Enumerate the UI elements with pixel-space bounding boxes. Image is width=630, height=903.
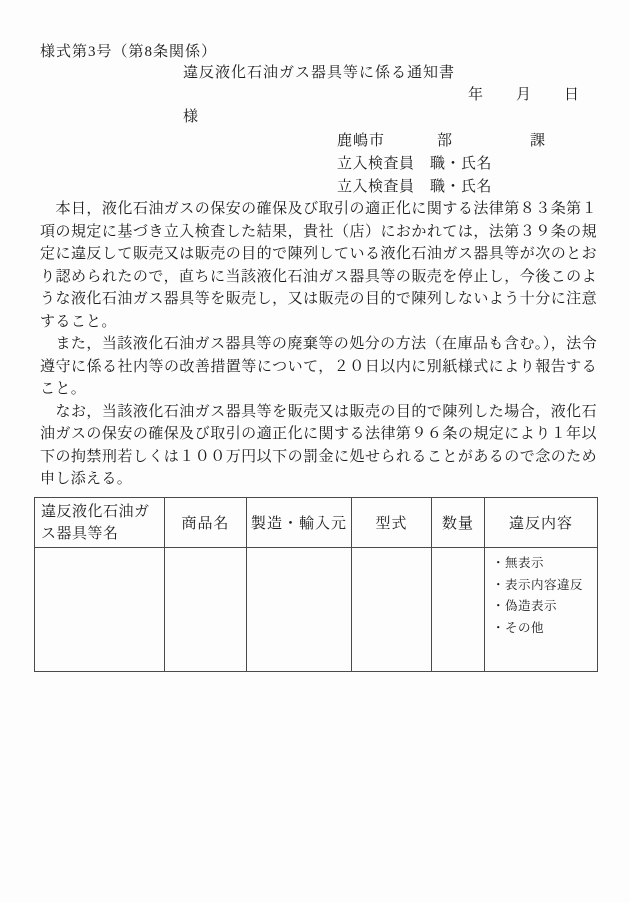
document-title: 違反液化石油ガス器具等に係る通知書 <box>183 65 456 81</box>
date-line <box>468 83 579 104</box>
violation-option-no-label: ・無表示 <box>492 556 545 570</box>
date-month-label: 月 <box>516 87 532 103</box>
date-day-label: 日 <box>564 87 580 103</box>
table-entry-row <box>35 548 598 672</box>
cell-violation-detail <box>485 548 598 672</box>
header-violation-detail: 違反内容 <box>485 498 598 548</box>
violation-options-list <box>485 548 597 639</box>
header-appliance-name: 違反液化石油ガス器具等名 <box>35 498 165 548</box>
header-model: 型式 <box>352 498 432 548</box>
sender-block <box>337 129 597 199</box>
cell-product-name <box>165 548 247 672</box>
addressee-honorific: 様 <box>183 109 199 125</box>
header-quantity: 数量 <box>432 498 485 548</box>
sender-department-suffix: 部 <box>437 133 453 149</box>
cell-model <box>352 548 432 672</box>
inspector-line-1: 立入検査員 職・氏名 <box>337 156 493 172</box>
inspector-line-2: 立入検査員 職・氏名 <box>337 179 493 195</box>
violation-option-other: ・その他 <box>492 620 545 635</box>
cell-quantity <box>432 548 485 672</box>
sender-division-suffix: 課 <box>530 133 546 149</box>
cell-manufacturer-importer <box>247 548 352 672</box>
cell-appliance-name <box>35 548 165 672</box>
header-manufacturer-importer: 製造・輸入元 <box>247 498 352 548</box>
violation-items-table <box>34 497 598 672</box>
violation-option-forged-label: ・偽造表示 <box>492 599 558 613</box>
date-year-label: 年 <box>468 87 484 103</box>
table-header-row <box>35 498 598 548</box>
header-product-name: 商品名 <box>165 498 247 548</box>
paragraph-inspection-result: 本日，液化石油ガスの保安の確保及び取引の適正化に関する法律第８３条第１項の規定に基づき立入検査した結果，貴社（店）におかれては，法第３９条の規定に違反して販売又は販売の目的で陳列している液化石油ガス器具等が次のとおり認められたので，直ちに当該液化石油ガス器具等の販売を停止し，今後このような液化石油ガス器具等を販売し，又は販売の目的で陳列しないよう十分に注意すること。 <box>40 201 597 330</box>
sender-city: 鹿嶋市 <box>337 133 386 149</box>
form-number-label: 様式第3号（第8条関係） <box>40 44 218 60</box>
violation-option-label-content-violation: ・表示内容違反 <box>492 577 584 592</box>
paragraph-report-requirement: また，当該液化石油ガス器具等の廃棄等の処分の方法（在庫品も含む。），法令遵守に係る社内等の改善措置等について，２０日以内に別紙様式により報告すること。 <box>40 336 597 397</box>
paragraph-penalty-notice: なお，当該液化石油ガス器具等を販売又は販売の目的で陳列した場合，液化石油ガスの保安の確保及び取引の適正化に関する法律第９６条の規定により１年以下の拘禁刑若しくは１００万円以下の罰金に処せられることがあるので念のため申し添える。 <box>40 403 597 487</box>
body-text <box>40 198 597 491</box>
